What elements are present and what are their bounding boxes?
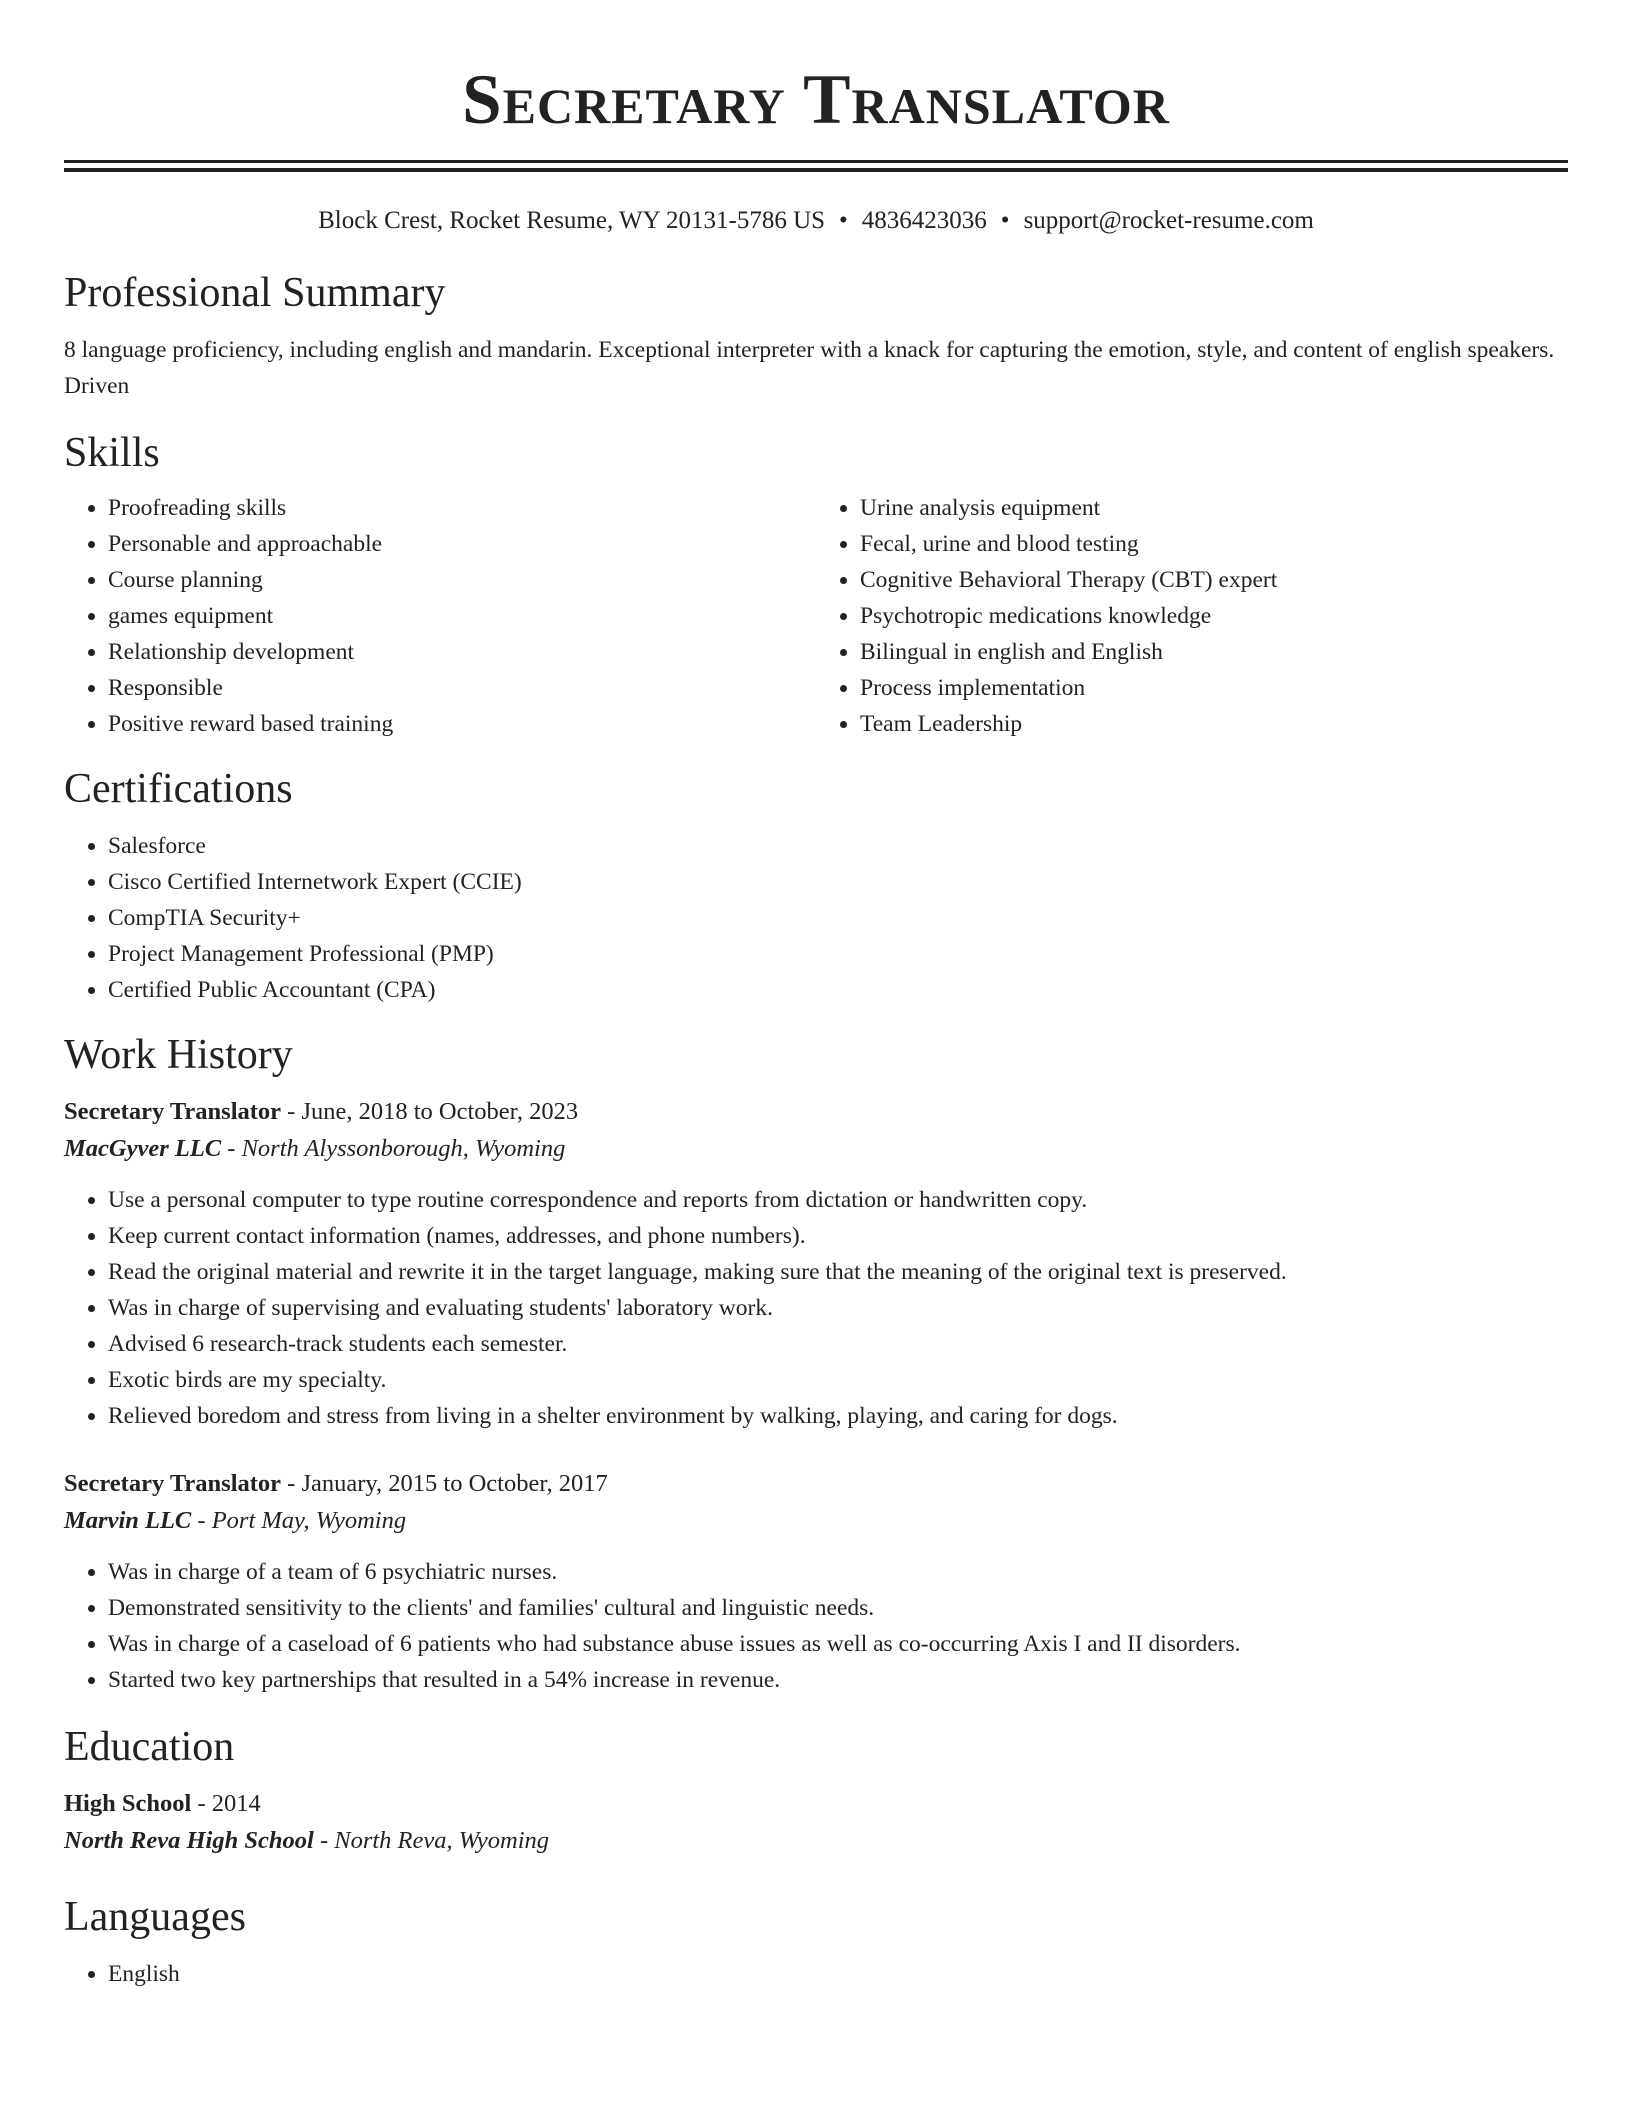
education-heading: Education [64,1724,235,1770]
job-bullet: • Exotic birds are my specialty. [108,1362,1568,1398]
job-entry [64,1094,1568,1434]
employer-location: - North Alyssonborough, Wyoming [221,1135,566,1162]
contact-line [64,206,1568,236]
employer-line [64,1130,1568,1168]
job-bullet: • Demonstrated sensitivity to the clients' and families' cultural and linguistic needs. [108,1590,1568,1626]
summary-section [64,268,1568,404]
skill-item: • Fecal, urine and blood testing [860,526,1568,562]
skills-columns [64,490,1568,742]
contact-separator: • [839,207,848,234]
job-bullets [64,1182,1568,1434]
contact-separator: • [1000,207,1010,234]
skill-item: • Urine analysis equipment [860,490,1568,526]
job-bullet: • Relieved boredom and stress from living in a shelter environment by walking, playing, and caring for dogs. [108,1398,1568,1434]
skills-list-right [816,490,1568,742]
job-bullets [64,1554,1568,1698]
school-line [64,1822,1568,1860]
skill-item: • Proofreading skills [108,490,816,526]
skills-heading: Skills [64,430,160,476]
job-title-line [64,1466,1568,1502]
skill-item: • Team Leadership [860,706,1568,742]
certification-item: • CompTIA Security+ [108,900,1568,936]
school-name: North Reva High School [64,1827,314,1854]
certification-item: • Certified Public Accountant (CPA) [108,972,1568,1008]
work-history-heading: Work History [64,1032,293,1078]
skill-item: • games equipment [108,598,816,634]
job-title-line [64,1094,1568,1130]
summary-text: 8 language proficiency, including english and mandarin. Exceptional interpreter with a knack for capturing the emotion, style, and content of english speakers. Driven [64,337,1555,399]
job-title: Secretary Translator [64,1470,282,1497]
contact-email: support@rocket-resume.com [1023,207,1314,234]
resume-name: Secretary Translator [462,61,1170,139]
skill-item: • Bilingual in english and English [860,634,1568,670]
degree-name: High School [64,1790,192,1817]
job-dates: - January, 2015 to October, 2017 [281,1470,608,1497]
skill-item: • Responsible [108,670,816,706]
employer-line [64,1502,1568,1540]
skill-item: • Psychotropic medications knowledge [860,598,1568,634]
skill-item: • Positive reward based training [108,706,816,742]
job-bullet: • Advised 6 research-track students each semester. [108,1326,1568,1362]
skills-list-left [64,490,816,742]
job-title: Secretary Translator [64,1098,282,1125]
languages-heading: Languages [64,1894,246,1940]
language-item: • English [108,1956,1568,1992]
degree-line [64,1786,1568,1822]
education-section [64,1722,1568,1860]
employer-location: - Port May, Wyoming [191,1507,407,1534]
job-bullet: • Was in charge of a team of 6 psychiatric nurses. [108,1554,1568,1590]
job-entry [64,1466,1568,1698]
certifications-section [64,764,1568,1008]
skill-item: • Course planning [108,562,816,598]
languages-list [64,1956,1568,1992]
employer-name: Marvin LLC [64,1507,192,1534]
school-location: - North Reva, Wyoming [313,1827,550,1854]
summary-heading: Professional Summary [64,270,446,316]
job-bullet: • Was in charge of supervising and evaluating students' laboratory work. [108,1290,1568,1326]
job-bullet: • Use a personal computer to type routine correspondence and reports from dictation or handwritten copy. [108,1182,1568,1218]
certifications-list [64,828,1568,1008]
certification-item: • Project Management Professional (PMP) [108,936,1568,972]
job-dates: - June, 2018 to October, 2023 [281,1098,579,1125]
job-bullet: • Keep current contact information (names, addresses, and phone numbers). [108,1218,1568,1254]
certifications-heading: Certifications [64,766,293,812]
skill-item: • Relationship development [108,634,816,670]
job-bullet: • Started two key partnerships that resulted in a 54% increase in revenue. [108,1662,1568,1698]
contact-address: Block Crest, Rocket Resume, WY 20131-5786 US [318,207,826,234]
skill-item: • Process implementation [860,670,1568,706]
certification-item: • Cisco Certified Internetwork Expert (CCIE) [108,864,1568,900]
contact-phone: 4836423036 [861,207,987,234]
skill-item: • Cognitive Behavioral Therapy (CBT) expert [860,562,1568,598]
title-divider [64,160,1568,172]
degree-year: - 2014 [191,1790,261,1817]
languages-section [64,1892,1568,1992]
job-bullet: • Was in charge of a caseload of 6 patients who had substance abuse issues as well as co-occurring Axis I and II disorders. [108,1626,1568,1662]
employer-name: MacGyver LLC [64,1135,222,1162]
skills-section [64,428,1568,742]
work-history-section [64,1030,1568,1698]
skill-item: • Personable and approachable [108,526,816,562]
job-bullet: • Read the original material and rewrite it in the target language, making sure that the meaning of the original text is preserved. [108,1254,1568,1290]
certification-item: • Salesforce [108,828,1568,864]
